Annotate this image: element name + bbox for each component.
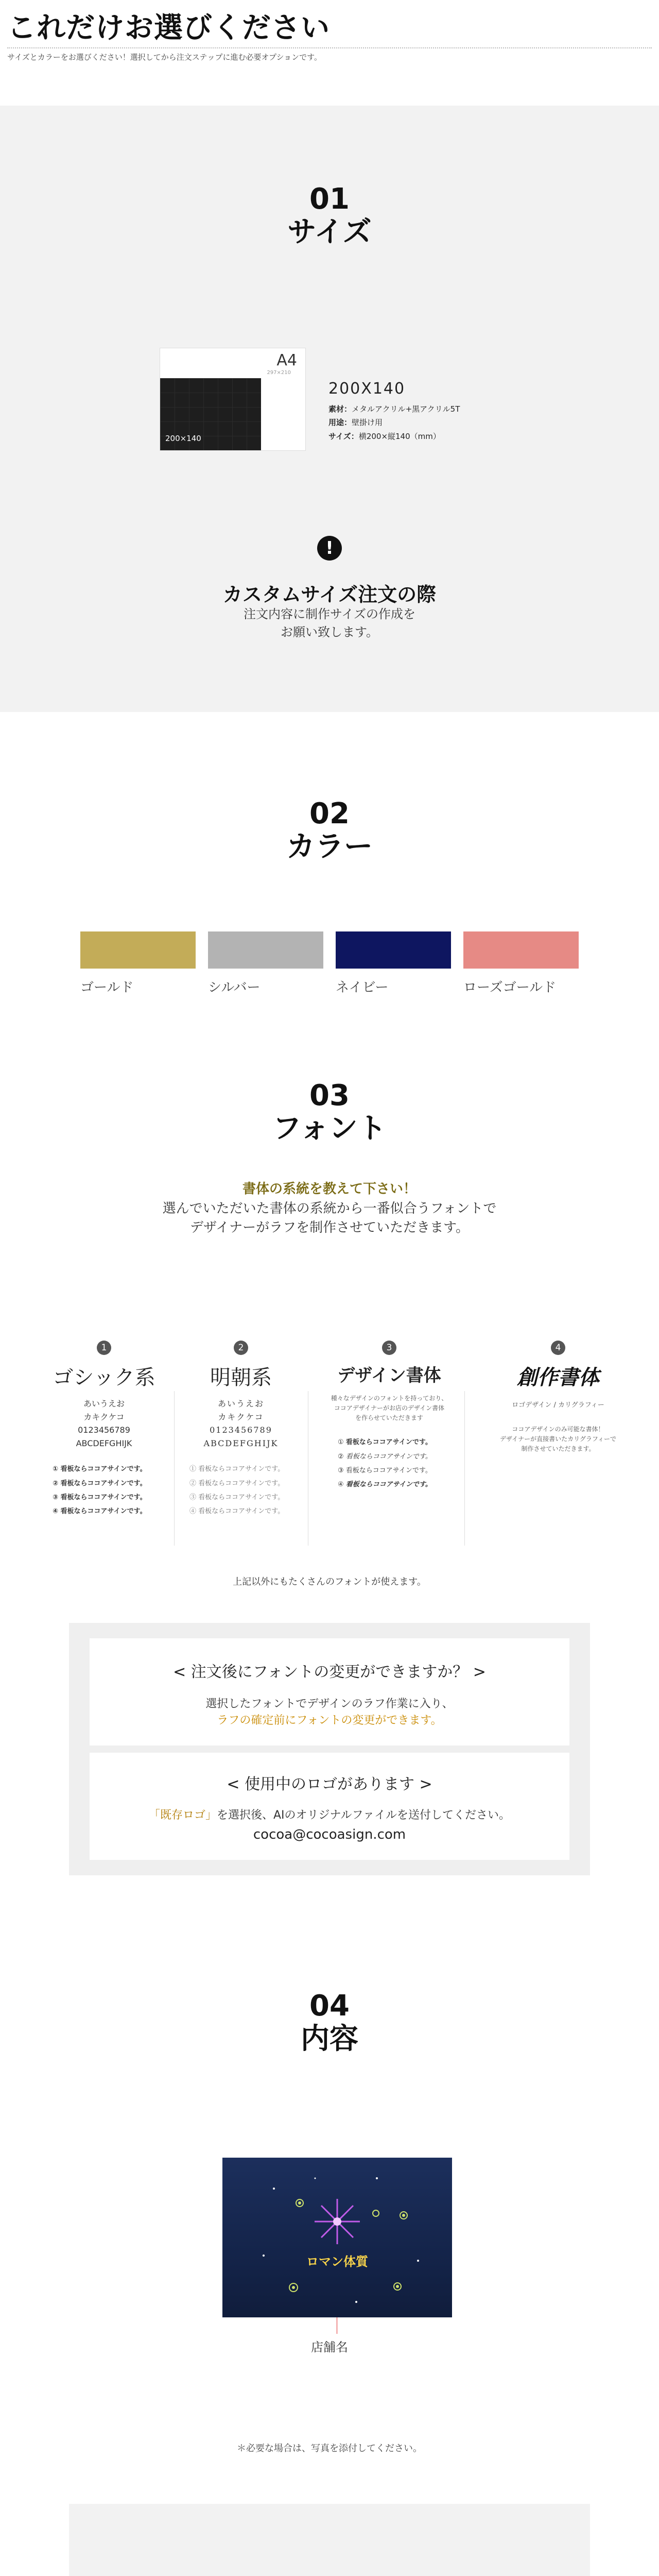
font-variation-list: ① 看板ならココアサインです。 ② 看板ならココアサインです。 ③ 看板ならココアサインです。 ④ 看板ならココアサインです。	[338, 1438, 432, 1489]
more-fonts-note: 上記以外にもたくさんのフォントが使えます。	[233, 1577, 426, 1587]
custom-size-desc: 注文内容に制作サイズの作成を お願い致します。	[243, 607, 416, 639]
font-sample: あいうえお カキクケコ 0123456789 ABCDEFGHIJK	[203, 1399, 279, 1448]
font-note: 種々なデザインのフォントを持っており、 ココアデザイナーがお店のデザイン書体 を作らせていただきます	[331, 1394, 448, 1422]
content-section-heading	[0, 1990, 659, 2056]
section-title: フォント	[272, 1112, 387, 1146]
column-divider	[464, 1391, 465, 1546]
font-faq	[69, 1623, 590, 1875]
option-number-badge: 4	[551, 1341, 565, 1355]
font-variation-list: ① 看板ならココアサインです。 ② 看板ならココアサインです。 ③ 看板ならココアサインです。 ④ 看板ならココアサインです。	[189, 1465, 285, 1516]
color-swatch[interactable]	[463, 931, 579, 969]
size-section	[0, 106, 659, 712]
faq-answer: 選択したフォントでデザインのラフ作業に入り、 ラフの確定前にフォントの変更ができます。	[205, 1698, 454, 1727]
exclamation-icon: !	[317, 536, 342, 561]
font-highlight: 書体の系統を教えて下さい！	[242, 1181, 417, 1197]
font-sub: ロゴデザイン / カリグラフィー	[512, 1401, 604, 1409]
sign-dimension-label: 200×140	[165, 434, 201, 443]
sparkle-decoration	[222, 2158, 452, 2317]
color-label: ローズゴールド	[463, 980, 557, 995]
color-swatch[interactable]	[336, 931, 451, 969]
faq-card	[90, 1753, 569, 1860]
option-number-badge: 1	[97, 1341, 111, 1355]
page-header	[0, 0, 659, 106]
font-section-heading	[0, 1079, 659, 1146]
option-number-badge: 2	[234, 1341, 248, 1355]
font-name: 創作書体	[517, 1365, 599, 1389]
section-title: 内容	[301, 2022, 358, 2056]
sign-preview	[160, 378, 261, 450]
spec-use: 用途：壁掛け用	[328, 418, 383, 428]
font-description: 書体の系統を教えて下さい！ 選んでいただいた書体の系統から一番似合うフォントで デザイナーがラフを制作させていただきます。	[0, 1180, 659, 1238]
photo-note: ＊必要な場合は、写真を添付してください。	[237, 2443, 422, 2454]
font-option-gothic[interactable]	[42, 1341, 166, 1519]
spec-title: 200X140	[328, 380, 406, 398]
original-data-section	[69, 2504, 590, 2576]
spec-size: サイズ：横200×縦140（mm）	[328, 431, 441, 441]
size-option-card[interactable]	[160, 348, 306, 451]
title-divider	[7, 47, 652, 48]
shop-name-label: 店舗名	[311, 2340, 348, 2354]
faq-question: < 使用中のロゴがあります >	[227, 1775, 432, 1793]
page-subtitle: サイズとカラーをお選びください！選択してから注文ステップに進む必要オプションです。	[7, 53, 322, 62]
size-spec	[328, 380, 460, 443]
color-section-heading	[0, 798, 659, 864]
section-number: 04	[309, 1989, 350, 2023]
faq-card	[90, 1638, 569, 1745]
font-name: デザイン書体	[337, 1365, 441, 1386]
section-number: 02	[309, 797, 350, 831]
option-number-badge: 3	[382, 1341, 396, 1355]
color-label: ゴールド	[80, 980, 134, 995]
sign-sample-image	[222, 2158, 452, 2317]
font-option-design[interactable]	[327, 1341, 451, 1492]
faq-answer: 「既存ロゴ」を選択後、AIのオリジナルファイルを送付してください。	[148, 1809, 510, 1822]
font-name: 明朝系	[210, 1366, 272, 1389]
column-divider	[174, 1391, 175, 1546]
section-title: サイズ	[287, 215, 372, 249]
size-section-heading	[0, 183, 659, 249]
section-title: カラー	[286, 830, 373, 864]
spec-material: 素材：メタルアクリル+黒アクリル5T	[328, 404, 460, 414]
faq-question: < 注文後にフォントの変更ができますか？ >	[173, 1663, 486, 1681]
color-label: シルバー	[208, 980, 261, 995]
font-variation-list: ① 看板ならココアサインです。 ② 看板ならココアサインです。 ③ 看板ならココアサインです。 ④ 看板ならココアサインです。	[53, 1465, 147, 1516]
font-name: ゴシック系	[53, 1366, 155, 1389]
original-data-title	[69, 2571, 590, 2576]
font-option-original[interactable]	[496, 1341, 620, 1454]
section-number: 03	[309, 1079, 350, 1112]
color-swatch[interactable]	[80, 931, 196, 969]
custom-size-title: カスタムサイズ注文の際	[222, 583, 437, 606]
font-sample: あいうえお カキクケコ 0123456789 ABCDEFGHIJK	[76, 1399, 132, 1448]
contact-email-link[interactable]: cocoa@cocoasign.com	[253, 1826, 406, 1842]
color-label: ネイビー	[336, 980, 389, 995]
a4-label: A4	[276, 351, 297, 369]
font-note: ココアデザインのみ可能な書体！ デザイナーが直接書いたカリグラフィーで 制作させていただきます。	[500, 1425, 616, 1453]
section-number: 01	[309, 182, 350, 216]
sign-sample-text: ロマン体質	[306, 2255, 368, 2269]
font-option-mincho[interactable]	[179, 1341, 303, 1519]
color-swatch[interactable]	[208, 931, 323, 969]
a4-dimension: 297×210	[267, 370, 291, 376]
page-title: これだけお選びください	[7, 11, 330, 45]
